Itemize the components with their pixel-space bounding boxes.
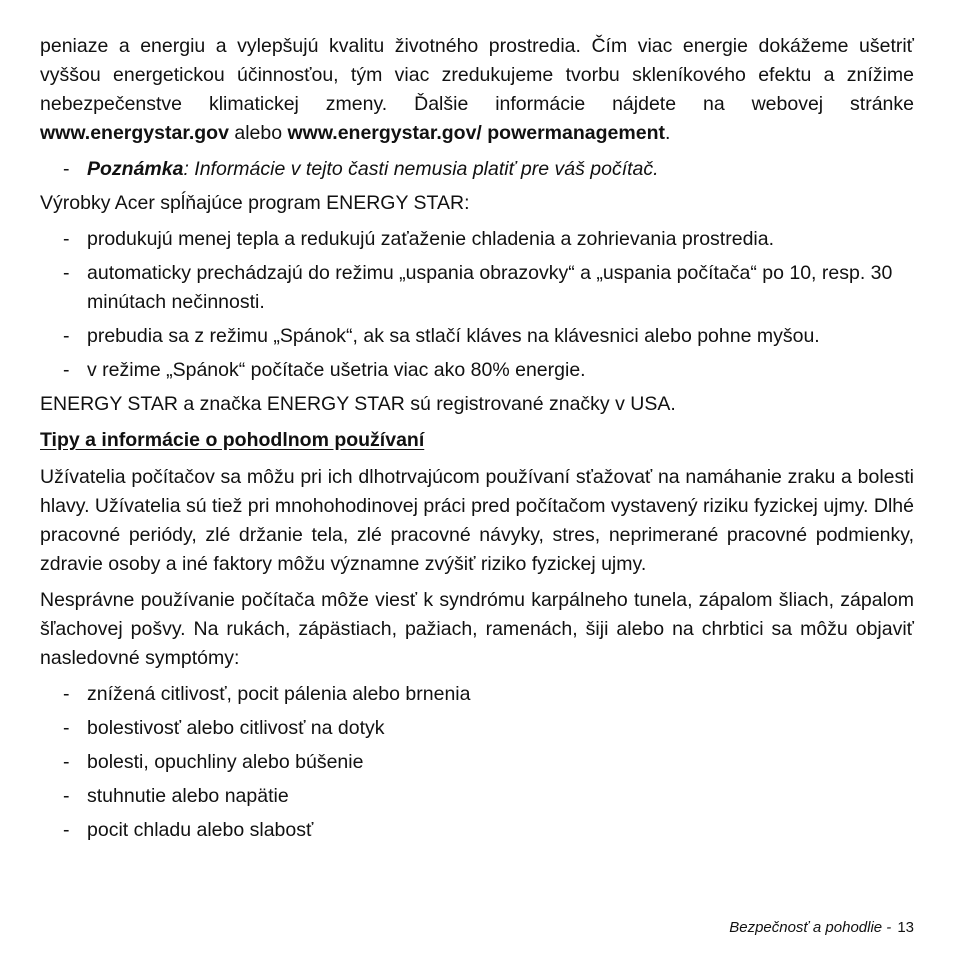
- page-number: 13: [897, 919, 914, 936]
- paragraph-symptoms-intro: Nesprávne používanie počítača môže viesť k syndrómu karpálneho tunela, zápalom šliach, zápalom šľachovej pošvy. Na rukách, zápästiach, pažiach, ramenách, šiji alebo na chrbtici sa môžu objaviť nasledovné symptómy:: [40, 589, 914, 669]
- list-item: - stuhnutie alebo napätie: [40, 782, 914, 811]
- powermanagement-link[interactable]: www.energystar.gov/ powermanagement: [287, 122, 665, 144]
- products-intro: Výrobky Acer spĺňajúce program ENERGY STAR:: [40, 192, 470, 214]
- trademark-text: ENERGY STAR a značka ENERGY STAR sú registrované značky v USA.: [40, 393, 676, 415]
- dash-marker: -: [63, 262, 70, 284]
- page-footer: [729, 919, 914, 936]
- note-text: : Informácie v tejto časti nemusia platiť pre váš počítač.: [183, 158, 659, 180]
- energystar-link[interactable]: www.energystar.gov: [40, 122, 229, 144]
- note-label: Poznámka: [87, 158, 184, 180]
- list-item: - bolestivosť alebo citlivosť na dotyk: [40, 714, 914, 743]
- note-item: [40, 155, 914, 184]
- page-content: [40, 32, 914, 850]
- dash-marker: -: [63, 683, 70, 705]
- dash-marker: -: [63, 717, 70, 739]
- section-heading: Tipy a informácie o pohodlnom používaní: [40, 429, 425, 451]
- list-item: - znížená citlivosť, pocit pálenia alebo brnenia: [40, 680, 914, 709]
- dash-marker: -: [63, 359, 70, 381]
- intro-text: peniaze a energiu a vylepšujú kvalitu životného prostredia. Čím viac energie dokážeme ušetriť vyššou energetickou účinnosťou, tým viac zredukujeme tvorbu skleníkového efektu a znížime nebezpečenstve klimatickej zmeny. Ďalšie informácie nájdete na webovej stránke: [40, 35, 914, 115]
- list-item: - prebudia sa z režimu „Spánok“, ak sa stlačí kláves na klávesnici alebo pohne myšou.: [40, 322, 914, 351]
- dash-marker: -: [63, 819, 70, 841]
- dash-marker: -: [63, 325, 70, 347]
- dash-marker: -: [63, 228, 70, 250]
- list-item: - v režime „Spánok“ počítače ušetria viac ako 80% energie.: [40, 356, 914, 385]
- intro-end: .: [664, 122, 671, 144]
- list-item: - automaticky prechádzajú do režimu „uspania obrazovky“ a „uspania počítača“ po 10, resp. 30 minútach nečinnosti.: [40, 259, 914, 317]
- intro-connector: alebo: [228, 122, 288, 144]
- dash-marker: -: [63, 158, 70, 180]
- intro-paragraph: [40, 32, 914, 148]
- paragraph-strain: Užívatelia počítačov sa môžu pri ich dlhotrvajúcom používaní sťažovať na namáhanie zraku a bolesti hlavy. Užívatelia sú tiež pri mnohohodinovej práci pred počítačom vystavený riziku fyzickej ujmy. Dlhé pracovné periódy, zlé držanie tela, zlé pracovné návyky, stres, neprimerané pracovné podmienky, zdravie osoby a iné faktory môžu významne zvýšiť riziko fyzickej ujmy.: [40, 466, 914, 575]
- list-item: - produkujú menej tepla a redukujú zaťaženie chladenia a zohrievania prostredia.: [40, 225, 914, 254]
- footer-section-title: Bezpečnosť a pohodlie -: [729, 919, 892, 936]
- symptoms-list: [40, 680, 914, 845]
- list-item: - bolesti, opuchliny alebo búšenie: [40, 748, 914, 777]
- dash-marker: -: [63, 785, 70, 807]
- list-item: - pocit chladu alebo slabosť: [40, 816, 914, 845]
- dash-marker: -: [63, 751, 70, 773]
- products-list: [40, 225, 914, 385]
